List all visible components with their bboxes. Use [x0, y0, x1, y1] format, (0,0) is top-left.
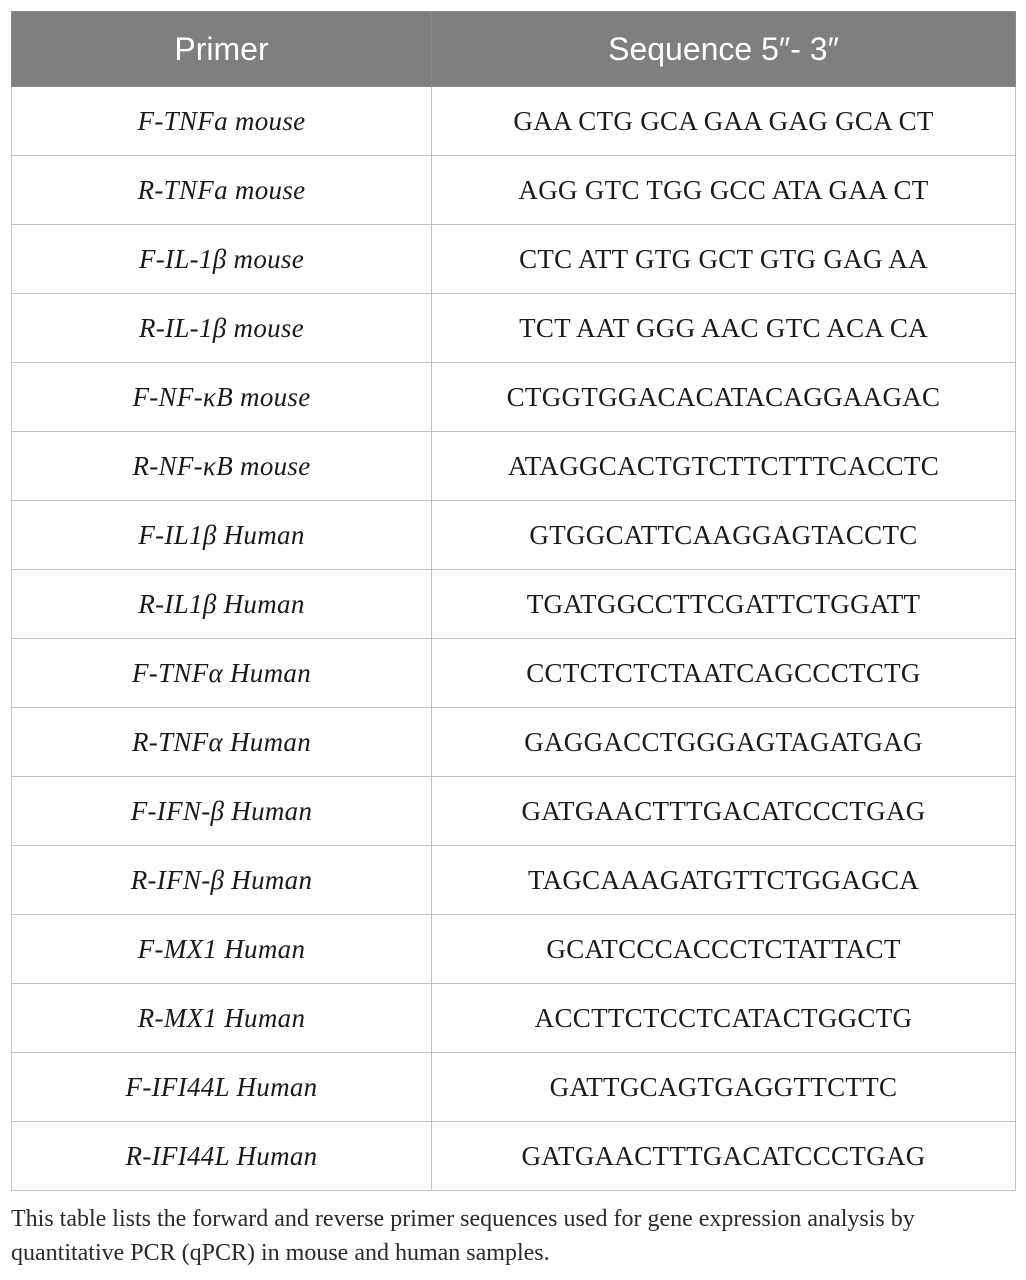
table-header — [12, 12, 1016, 87]
primer-sequence: GCATCCCACCCTCTATTACT — [432, 915, 1016, 984]
primer-sequence: ATAGGCACTGTCTTCTTTCACCTC — [432, 432, 1016, 501]
table-row — [12, 846, 1016, 915]
primer-name: F-NF-κB mouse — [12, 363, 432, 432]
primer-sequence: GAGGACCTGGGAGTAGATGAG — [432, 708, 1016, 777]
primer-sequence: GATGAACTTTGACATCCCTGAG — [432, 777, 1016, 846]
primer-name: F-IL1β Human — [12, 501, 432, 570]
primer-name: F-IFN-β Human — [12, 777, 432, 846]
table-row — [12, 570, 1016, 639]
table-caption: This table lists the forward and reverse primer sequences used for gene expression analysis by quantitative PCR (qPCR) in mouse and human samples. — [11, 1206, 915, 1266]
primer-name: R-NF-κB mouse — [12, 432, 432, 501]
table-row — [12, 363, 1016, 432]
table-body — [12, 87, 1016, 1191]
primer-sequence: CTGGTGGACACATACAGGAAGAC — [432, 363, 1016, 432]
primer-name: R-IFI44L Human — [12, 1122, 432, 1191]
primer-name: R-IFN-β Human — [12, 846, 432, 915]
primer-name: R-IL-1β mouse — [12, 294, 432, 363]
table-row — [12, 777, 1016, 846]
primer-name: F-TNFa mouse — [12, 87, 432, 156]
table-row — [12, 156, 1016, 225]
table-row — [12, 225, 1016, 294]
table-row — [12, 432, 1016, 501]
primer-sequence: CCTCTCTCTAATCAGCCCTCTG — [432, 639, 1016, 708]
primer-sequence: GTGGCATTCAAGGAGTACCTC — [432, 501, 1016, 570]
primer-sequence: ACCTTCTCCTCATACTGGCTG — [432, 984, 1016, 1053]
primer-name: R-MX1 Human — [12, 984, 432, 1053]
table-row — [12, 708, 1016, 777]
table-row — [12, 639, 1016, 708]
table-row — [12, 87, 1016, 156]
table-row — [12, 501, 1016, 570]
primer-name: R-TNFα Human — [12, 708, 432, 777]
table-row — [12, 984, 1016, 1053]
header-sequence: Sequence 5″- 3″ — [432, 12, 1016, 87]
table-row — [12, 915, 1016, 984]
primer-name: R-IL1β Human — [12, 570, 432, 639]
header-primer: Primer — [12, 12, 432, 87]
primer-sequence: TGATGGCCTTCGATTCTGGATT — [432, 570, 1016, 639]
primer-name: R-TNFa mouse — [12, 156, 432, 225]
primer-name: F-IL-1β mouse — [12, 225, 432, 294]
primer-sequence: GATGAACTTTGACATCCCTGAG — [432, 1122, 1016, 1191]
primer-table-container — [11, 11, 1015, 1191]
table-row — [12, 294, 1016, 363]
primer-name: F-TNFα Human — [12, 639, 432, 708]
primer-sequence: TAGCAAAGATGTTCTGGAGCA — [432, 846, 1016, 915]
primer-sequence: TCT AAT GGG AAC GTC ACA CA — [432, 294, 1016, 363]
primer-table — [11, 11, 1016, 1191]
primer-sequence: GATTGCAGTGAGGTTCTTC — [432, 1053, 1016, 1122]
header-row — [12, 12, 1016, 87]
table-row — [12, 1053, 1016, 1122]
primer-sequence: GAA CTG GCA GAA GAG GCA CT — [432, 87, 1016, 156]
primer-sequence: CTC ATT GTG GCT GTG GAG AA — [432, 225, 1016, 294]
primer-sequence: AGG GTC TGG GCC ATA GAA CT — [432, 156, 1016, 225]
table-row — [12, 1122, 1016, 1191]
primer-name: F-MX1 Human — [12, 915, 432, 984]
primer-name: F-IFI44L Human — [12, 1053, 432, 1122]
